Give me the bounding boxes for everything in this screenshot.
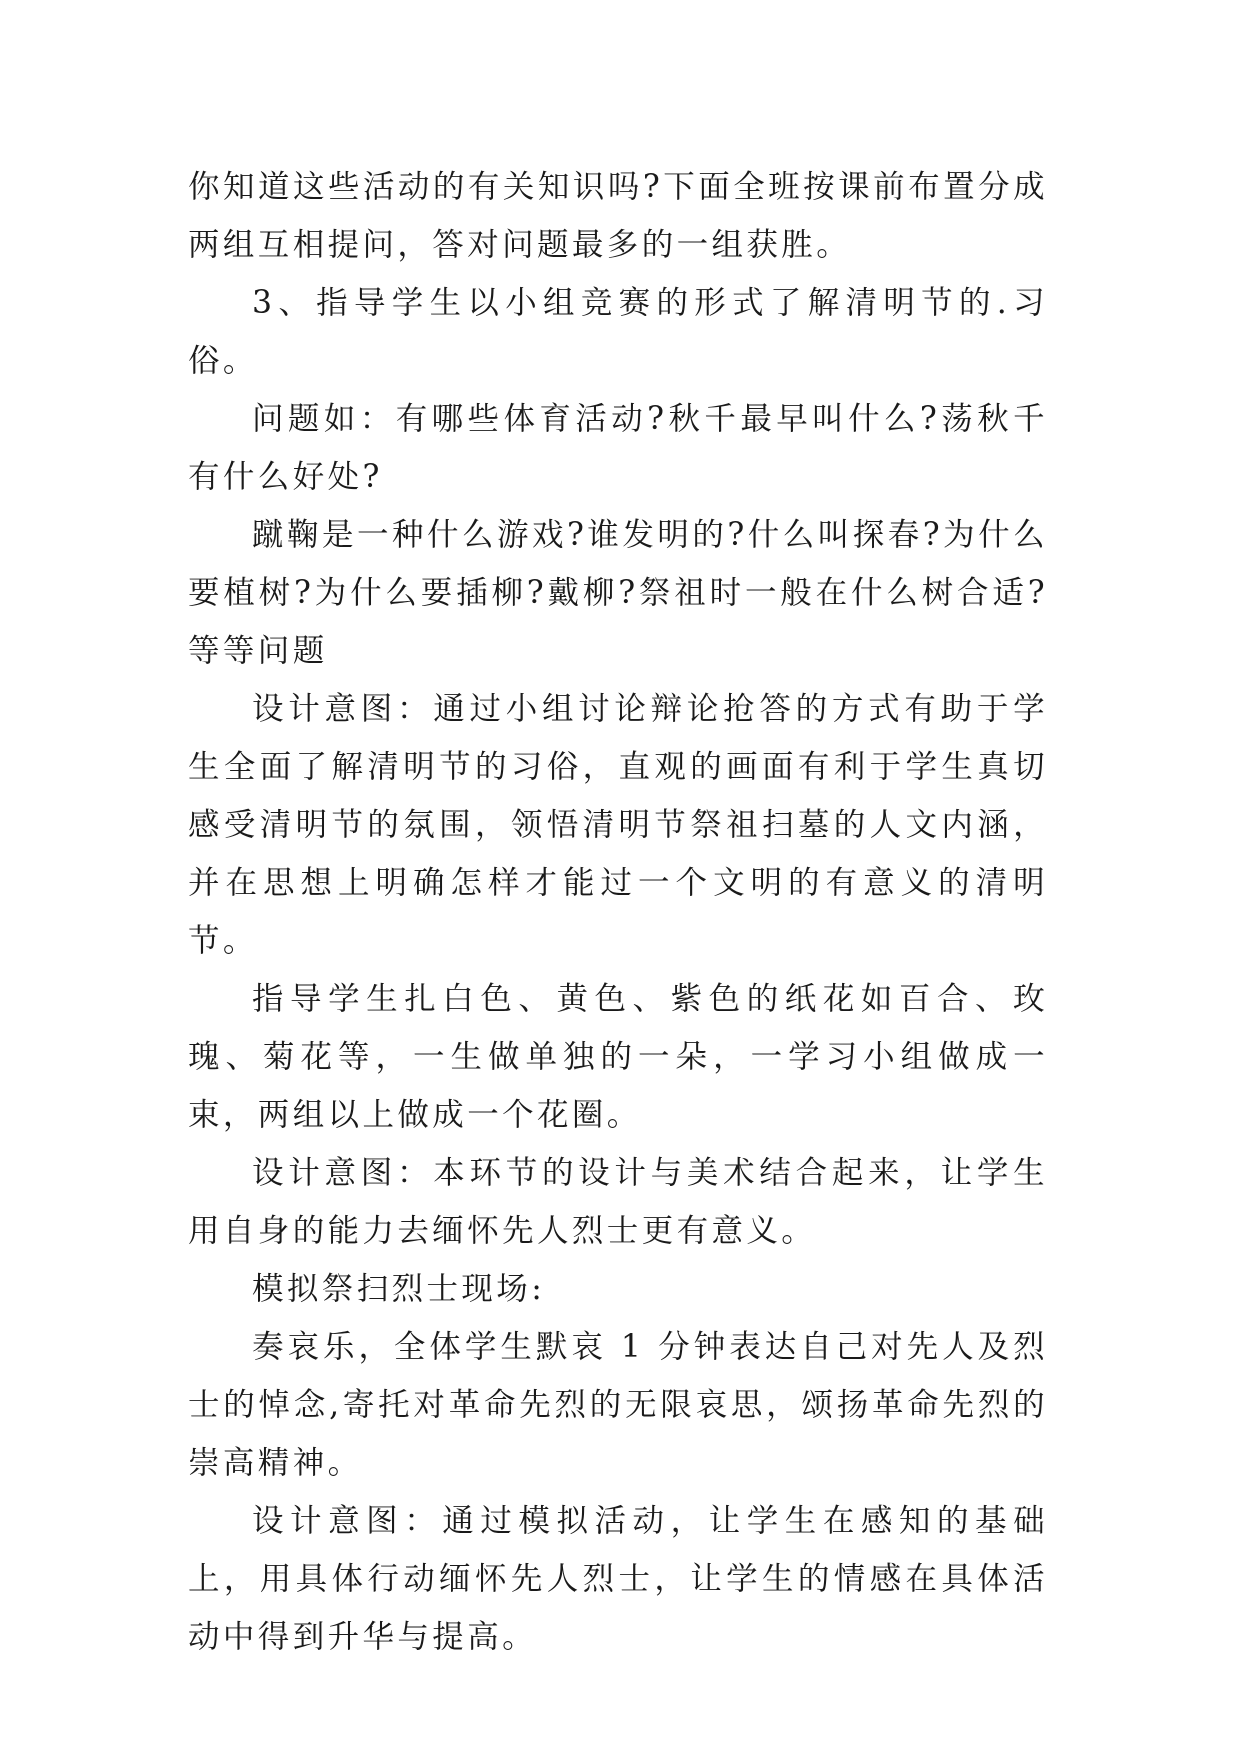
paragraph: 模拟祭扫烈士现场: [252, 1271, 546, 1307]
paragraph: 蹴鞠是一种什么游戏?谁发明的?什么叫探春?为什么要植树?为什么要插柳?戴柳?祭祖时一般在什么树合适?等等问题 [188, 517, 1048, 669]
paragraph: 问题如：有哪些体育活动?秋千最早叫什么?荡秋千有什么好处? [188, 401, 1048, 495]
paragraph: 设计意图：本环节的设计与美术结合起来，让学生用自身的能力去缅怀先人烈士更有意义。 [188, 1155, 1048, 1249]
paragraph: 设计意图：通过模拟活动，让学生在感知的基础上，用具体行动缅怀先人烈士，让学生的情感在具体活动中得到升华与提高。 [188, 1503, 1048, 1655]
paragraph: 你知道这些活动的有关知识吗?下面全班按课前布置分成两组互相提问，答对问题最多的一组获胜。 [188, 169, 1048, 263]
paragraph: 设计意图：通过小组讨论辩论抢答的方式有助于学生全面了解清明节的习俗，直观的画面有利于学生真切感受清明节的氛围，领悟清明节祭祖扫墓的人文内涵，并在思想上明确怎样才能过一个文明的有意义的清明节。 [188, 691, 1048, 959]
paragraph: 奏哀乐，全体学生默哀 1 分钟表达自己对先人及烈士的悼念,寄托对革命先烈的无限哀思，颂扬革命先烈的崇高精神。 [188, 1329, 1048, 1481]
paragraph: 3、指导学生以小组竞赛的形式了解清明节的.习俗。 [188, 285, 1048, 379]
paragraph: 指导学生扎白色、黄色、紫色的纸花如百合、玫瑰、菊花等，一生做单独的一朵，一学习小组做成一束，两组以上做成一个花圈。 [188, 981, 1048, 1133]
document-body [188, 158, 1048, 1666]
